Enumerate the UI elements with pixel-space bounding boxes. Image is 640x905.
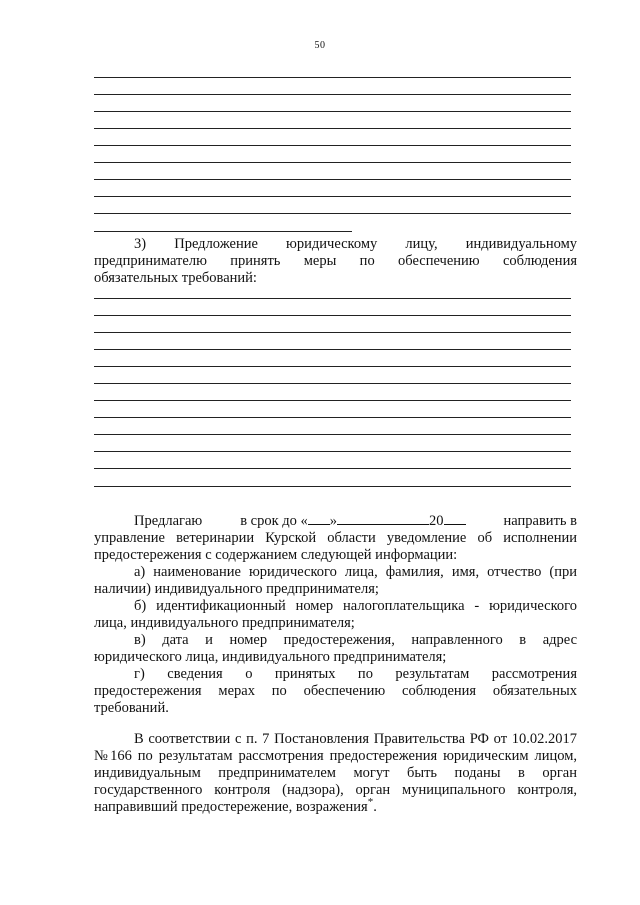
blank-line [94,400,571,401]
text-fragment: » [329,513,338,529]
proposal-paragraph [94,510,577,717]
blank-line [94,145,571,146]
text-line: государственного контроля (надзора), орган муниципального контроля, [94,782,577,798]
blank-line [94,213,571,214]
text-line: 3) Предложение юридическому лицу, индивидуальному [134,236,577,252]
text-line: предостережения мерах по обеспечению соблюдения обязательных [94,683,577,699]
blank-line [94,111,571,112]
blank-line [94,298,571,299]
text-fragment: . [373,799,377,815]
blank-line-short [94,231,352,232]
month-blank [337,510,429,525]
blank-line [94,179,571,180]
list-item-d: г) сведения о принятых по результатам рассмотрения [134,666,577,682]
blank-line [94,434,571,435]
text-line: предостережения с содержанием следующей информации: [94,547,458,563]
proposal-first-line [94,510,577,530]
blank-line [94,451,571,452]
day-blank [308,510,330,525]
blank-line [94,383,571,384]
text-fragment: направить в [503,513,577,529]
blank-line [94,486,571,487]
text-line: лица, индивидуального предпринимателя; [94,615,355,631]
list-item-c: в) дата и номер предостережения, направленного в адрес [134,632,577,648]
text-line: В соответствии с п. 7 Постановления Правительства РФ от 10.02.2017 [134,731,577,747]
text-fragment: направивший предостережение, возражения [94,799,368,815]
blank-line [94,94,571,95]
blank-line [94,468,571,469]
blank-line [94,332,571,333]
text-line: обязательных требований: [94,270,257,286]
legal-paragraph [94,731,577,816]
text-line: требований. [94,700,169,716]
blank-line [94,315,571,316]
page-number: 50 [314,40,326,51]
text-line [94,796,577,816]
year-blank [444,510,466,525]
text-line: управление ветеринарии Курской области уведомление об исполнении [94,530,577,546]
text-fragment: в срок до « [240,513,308,529]
blank-line [94,128,571,129]
list-item-b: б) идентификационный номер налогоплательщика - юридического [134,598,577,614]
section-3-heading [94,236,577,287]
text-line: юридического лица, индивидуального предпринимателя; [94,649,447,665]
blank-line [94,162,571,163]
text-fragment: 20 [429,513,444,529]
text-line: предпринимателю принять меры по обеспечению соблюдения [94,253,577,269]
footnote-marker: * [367,796,374,809]
deadline-field [240,510,465,530]
text-line: наличии) индивидуального предпринимателя; [94,581,379,597]
blank-line [94,366,571,367]
text-fragment: Предлагаю [134,513,203,529]
list-item-a: а) наименование юридического лица, фамилия, имя, отчество (при [134,564,577,580]
text-line: индивидуальным предпринимателем могут быть поданы в орган [94,765,577,781]
blank-line [94,417,571,418]
text-line: №166 по результатам рассмотрения предостережения юридическим лицом, [94,748,577,764]
blank-line [94,349,571,350]
blank-line [94,196,571,197]
blank-line [94,77,571,78]
